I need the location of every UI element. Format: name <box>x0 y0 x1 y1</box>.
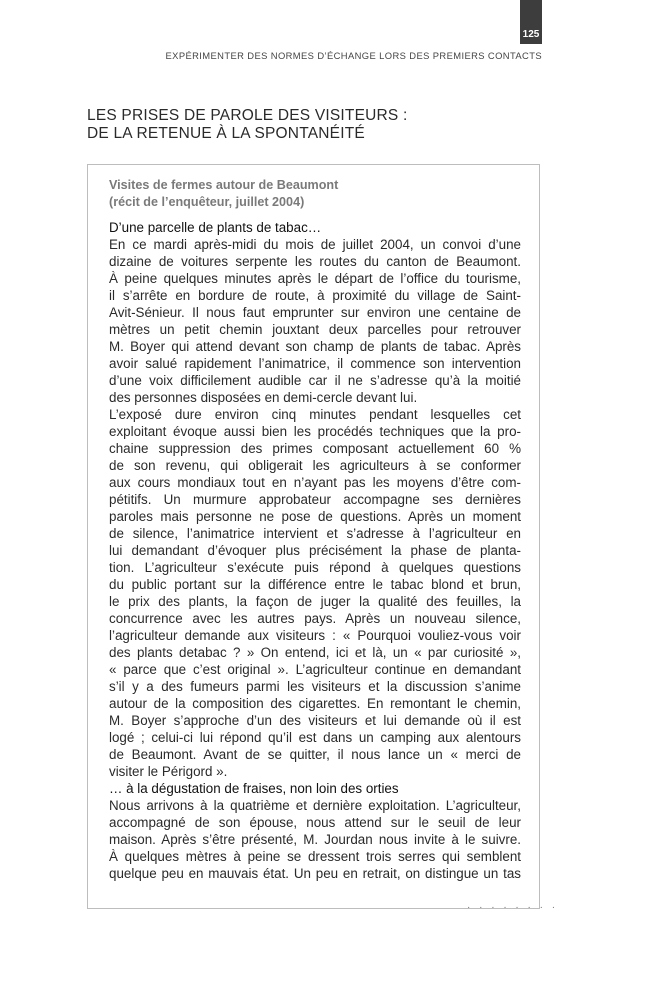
subheading-tobacco: D’une parcelle de plants de tabac… <box>109 220 322 235</box>
text-line: À peine quelques minutes après le départ de l’office du tourisme, <box>109 271 521 286</box>
field-report-content <box>109 177 521 882</box>
text-line: Nous arrivons à la quatrième et dernière exploitation. L’agriculteur, <box>109 798 521 813</box>
text-line: le prix des plants, la façon de juger la qualité des feuilles, la <box>109 594 521 609</box>
text-line: « parce que c’est original ». L’agriculteur continue en demandant <box>109 662 521 677</box>
text-line: paroles mais personne ne pose de questions. Après un moment <box>109 509 521 524</box>
text-line: de Beaumont. Avant de se quitter, il nous lance un « merci de <box>109 747 521 762</box>
text-line: exploitant évoque aussi bien les procédés techniques que la pro- <box>109 424 521 439</box>
paragraph-3 <box>109 797 521 882</box>
text-line: des plants detabac ? » On entend, ici et là, un « par curiosité », <box>109 645 521 660</box>
section-title <box>87 107 547 143</box>
text-line: s’il y a des fumeurs parmi les visiteurs et la discussion s’anime <box>109 679 521 694</box>
text-line: dizaine de voitures serpente les routes du canton de Beaumont. <box>109 254 521 269</box>
paragraph-1 <box>109 236 521 406</box>
text-line: de son revenu, qui obligerait les agriculteurs à se conformer <box>109 458 521 473</box>
text-line: chaine suppression des primes composant actuellement 60 % <box>109 441 521 456</box>
box-heading-line: Visites de fermes autour de Beaumont <box>109 178 339 192</box>
text-line: l’agriculteur demande aux visiteurs : « Pourquoi vouliez-vous voir <box>109 628 521 643</box>
text-line: En ce mardi après-midi du mois de juillet 2004, un convoi d’une <box>109 237 521 252</box>
text-line: M. Boyer qui attend devant son champ de plants de tabac. Après <box>109 339 521 354</box>
text-line: accompagné de son épouse, nous attend sur le seuil de leur <box>109 815 521 830</box>
text-line: avoir salué rapidement l’animatrice, il commence son intervention <box>109 356 521 371</box>
running-header: EXPÉRIMENTER DES NORMES D’ÉCHANGE LORS DES PREMIERS CONTACTS <box>165 50 542 61</box>
text-line: aux cours mondiaux tout en n’ayant pas les moyens d’être com- <box>109 475 521 490</box>
text-line: d’une voix difficilement audible car il ne s’adresse qu’à la moitié <box>109 373 521 388</box>
text-line: mètres un petit chemin jouxtant deux parcelles pour retrouver <box>109 322 521 337</box>
text-line: du public portant sur la différence entre le tabac blond et brun, <box>109 577 521 592</box>
text-line: M. Boyer s’approche d’un des visiteurs et lui demande où il est <box>109 713 521 728</box>
page-number: 125 <box>520 0 542 44</box>
text-line: des personnes disposées en demi-cercle devant lui. <box>109 390 418 405</box>
text-line: autour de la composition des cigarettes. En remontant le chemin, <box>109 696 521 711</box>
paragraph-2 <box>109 406 521 780</box>
text-line: quelque peu en mauvais état. Un peu en retrait, on distingue un tas <box>109 866 521 881</box>
text-line: Avit-Sénieur. Il nous faut emprunter sur environ une centaine de <box>109 305 521 320</box>
text-line: À quelques mètres à peine se dressent trois serres qui semblent <box>109 849 521 864</box>
text-line: pétitifs. Un murmure approbateur accompagne ses dernières <box>109 492 521 507</box>
subheading-strawberries: … à la dégustation de fraises, non loin des orties <box>109 781 399 796</box>
text-line: logé ; celui-ci lui répond qu’il est dans un camping aux alentours <box>109 730 521 745</box>
text-line: concurrence avec les autres pays. Après un nouveau silence, <box>109 611 521 626</box>
text-line: il s’arrête en bordure de route, à proximité du village de Saint- <box>109 288 521 303</box>
box-heading <box>109 177 521 210</box>
text-line: de silence, l’animatrice intervient et s’adresse à l’agriculteur en <box>109 526 521 541</box>
text-line: L’exposé dure environ cinq minutes pendant lesquelles cet <box>109 407 521 422</box>
box-heading-line: (récit de l’enquêteur, juillet 2004) <box>109 194 305 209</box>
text-line: tion. L’agriculteur s’exécute puis répond à quelques questions <box>109 560 521 575</box>
continuation-marker: · · · · · · · · <box>467 902 559 913</box>
section-title-line: LES PRISES DE PAROLE DES VISITEURS : <box>87 107 408 124</box>
text-line: visiter le Périgord ». <box>109 764 228 779</box>
text-line: lui demandant d’évoquer plus précisément la phase de planta- <box>109 543 521 558</box>
section-title-line: DE LA RETENUE À LA SPONTANÉITÉ <box>87 125 365 142</box>
field-report-box <box>87 164 540 909</box>
text-line: maison. Après s’être présenté, M. Jourdan nous invite à le suivre. <box>109 832 521 847</box>
